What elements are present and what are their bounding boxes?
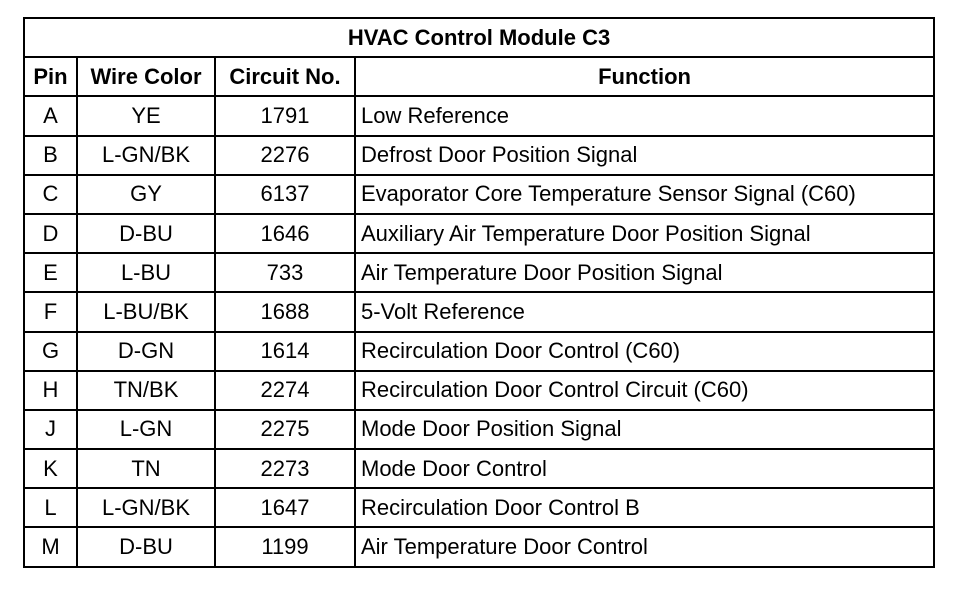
cell-pin: K: [24, 449, 77, 488]
table-title: HVAC Control Module C3: [24, 18, 934, 57]
cell-pin: M: [24, 527, 77, 566]
cell-wire-color: TN/BK: [77, 371, 215, 410]
table-row: [24, 410, 934, 449]
connector-pinout-table: [23, 17, 935, 568]
cell-circuit-no: 1199: [215, 527, 355, 566]
cell-function: 5-Volt Reference: [355, 292, 934, 331]
table-row: [24, 214, 934, 253]
cell-circuit-no: 1791: [215, 96, 355, 135]
header-pin: Pin: [24, 57, 77, 96]
table-row: [24, 332, 934, 371]
cell-circuit-no: 1647: [215, 488, 355, 527]
table-row: [24, 253, 934, 292]
table-row: [24, 527, 934, 566]
cell-circuit-no: 2274: [215, 371, 355, 410]
cell-function: Air Temperature Door Position Signal: [355, 253, 934, 292]
table-row: [24, 136, 934, 175]
cell-function: Air Temperature Door Control: [355, 527, 934, 566]
table-row: [24, 292, 934, 331]
cell-circuit-no: 1688: [215, 292, 355, 331]
cell-pin: H: [24, 371, 77, 410]
cell-circuit-no: 6137: [215, 175, 355, 214]
table-row: [24, 371, 934, 410]
cell-function: Low Reference: [355, 96, 934, 135]
cell-function: Recirculation Door Control Circuit (C60): [355, 371, 934, 410]
cell-pin: F: [24, 292, 77, 331]
cell-pin: J: [24, 410, 77, 449]
cell-function: Auxiliary Air Temperature Door Position Signal: [355, 214, 934, 253]
cell-wire-color: L-GN: [77, 410, 215, 449]
cell-circuit-no: 1614: [215, 332, 355, 371]
cell-wire-color: GY: [77, 175, 215, 214]
table-row: [24, 488, 934, 527]
cell-wire-color: D-GN: [77, 332, 215, 371]
cell-circuit-no: 2276: [215, 136, 355, 175]
cell-wire-color: D-BU: [77, 527, 215, 566]
table-row: [24, 449, 934, 488]
cell-wire-color: L-BU: [77, 253, 215, 292]
cell-wire-color: L-GN/BK: [77, 488, 215, 527]
cell-pin: D: [24, 214, 77, 253]
cell-pin: C: [24, 175, 77, 214]
cell-wire-color: L-BU/BK: [77, 292, 215, 331]
cell-function: Recirculation Door Control B: [355, 488, 934, 527]
cell-circuit-no: 1646: [215, 214, 355, 253]
header-circuit-no: Circuit No.: [215, 57, 355, 96]
cell-circuit-no: 733: [215, 253, 355, 292]
cell-pin: G: [24, 332, 77, 371]
table-header-row: [24, 57, 934, 96]
cell-circuit-no: 2275: [215, 410, 355, 449]
cell-function: Defrost Door Position Signal: [355, 136, 934, 175]
cell-wire-color: TN: [77, 449, 215, 488]
cell-function: Recirculation Door Control (C60): [355, 332, 934, 371]
cell-function: Mode Door Position Signal: [355, 410, 934, 449]
header-wire-color: Wire Color: [77, 57, 215, 96]
cell-pin: E: [24, 253, 77, 292]
cell-pin: B: [24, 136, 77, 175]
cell-function: Mode Door Control: [355, 449, 934, 488]
cell-circuit-no: 2273: [215, 449, 355, 488]
header-function: Function: [355, 57, 934, 96]
cell-wire-color: L-GN/BK: [77, 136, 215, 175]
table-row: [24, 96, 934, 135]
cell-pin: L: [24, 488, 77, 527]
cell-wire-color: YE: [77, 96, 215, 135]
cell-function: Evaporator Core Temperature Sensor Signal (C60): [355, 175, 934, 214]
cell-wire-color: D-BU: [77, 214, 215, 253]
table-row: [24, 175, 934, 214]
table-title-row: [24, 18, 934, 57]
cell-pin: A: [24, 96, 77, 135]
